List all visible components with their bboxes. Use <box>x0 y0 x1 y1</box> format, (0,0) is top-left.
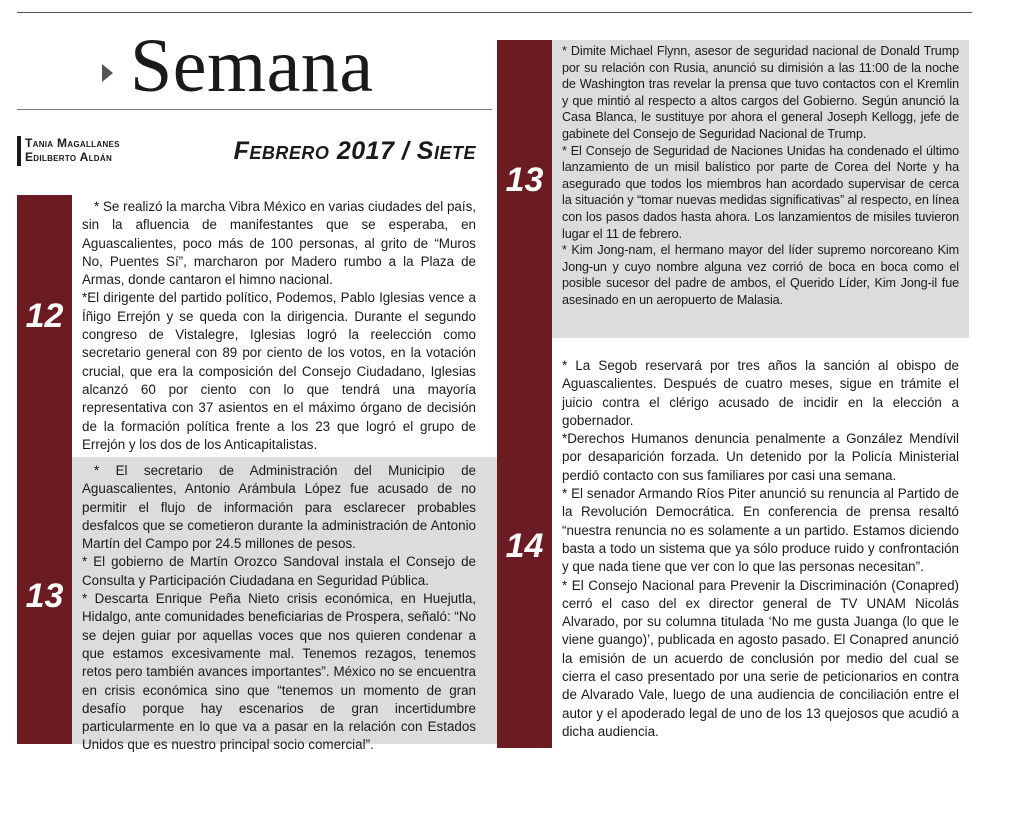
news-item: * El Consejo Nacional para Prevenir la Discriminación (Conapred) cerró el caso del ex director general de TV UNAM Nicolás Alvarado, por su columna titulada ‘No me gusta Juanga (lo que le viene guango)’, publicada en agosto pasado. El Conapred anunció la emisión de un acuerdo de conclusión por medio del cual se cierra el caso presentado por una serie de peticionarios en contra de Alvarado Vale, luego de una audiencia de conciliación entre el autor y el apoderado legal de uno de los 13 quejosos que acudió a dicha audiencia. <box>562 577 959 739</box>
day-bar-14 <box>497 338 552 748</box>
day-number: 13 <box>25 577 64 615</box>
news-item: *El dirigente del partido político, Podemos, Pablo Iglesias vence a Íñigo Errejón y se queda con la dirigencia. Durante el segundo congreso de Vistalegre, Iglesias logró la reelección como secretario general con 89 por ciento de los votos, en la votación crucial, que era la composición del Consejo Ciudadano, Iglesias alcanzó 60 por ciento con lo que tendrá una mayoría representativa con 37 asientos en el máximo órgano de decisión de la formación política frente a los 23 que logró el grupo de Errejón y los dos de los Anticapitalistas. <box>82 290 476 452</box>
day-number: 13 <box>505 161 544 199</box>
day-bar-13-right <box>497 40 552 338</box>
author-name: Edilberto Aldán <box>25 150 113 164</box>
day-number: 14 <box>505 527 544 565</box>
day-bar-13-left <box>17 457 72 744</box>
day-number: 12 <box>25 297 64 335</box>
news-item: * Kim Jong-nam, el hermano mayor del líder supremo norcoreano Kim Jong-un y cuyo nombre alguna vez corrió de boca en boca como el posible sucesor del padre de ambos, el Querido Líder, Kim Jong-il fue asesinado en un aeropuerto de Malasia. <box>562 243 959 307</box>
author-name: Tania Magallanes <box>25 136 120 150</box>
entry-block-day13-left <box>82 462 476 755</box>
entry-block-day12 <box>82 198 476 454</box>
news-item: * El Consejo de Seguridad de Naciones Unidas ha condenado el último lanzamiento de un misil balístico por parte de Corea del Norte y ha asegurado que todos los miembros han acordado supervisar de cerca la situación y “tomar nuevas medidas significativas” al respecto, en línea con los pasos dados hasta ahora. Los lanzamientos de misiles tuvieron lugar el 11 de febrero. <box>562 143 959 241</box>
dateline: Febrero 2017 / Siete <box>233 137 476 165</box>
top-rule <box>17 12 972 13</box>
triangle-bullet-icon <box>102 64 113 82</box>
author-byline <box>17 136 120 166</box>
news-item: * El gobierno de Martín Orozco Sandoval instala el Consejo de Consulta y Participación Ciudadana en Seguridad Pública. <box>82 554 476 588</box>
news-item: * El secretario de Administración del Municipio de Aguascalientes, Antonio Arámbula López fue acusado de no permitir el flujo de información para esclarecer probables desfalcos que se cometieron durante la administración de Antonio Martín del Campo por 24.5 millones de pesos. <box>82 463 476 552</box>
section-title: Semana <box>130 24 374 108</box>
masthead <box>100 24 480 108</box>
news-item: * Descarta Enrique Peña Nieto crisis económica, en Huejutla, Hidalgo, ante comunidades beneficiarias de Prospera, señaló: “No se dejen guiar por aquellas voces que nos quieren condenar a que estamos excesivamente mal. Tenemos rezagos, tenemos retos pero también avances importantes”. México no se encuentra en crisis económica sino que “tenemos un momento de gran desafío porque hay escenarios de gran incertidumbre particularmente en lo que va a pasar en la relación con Estados Unidos que es nuestro principal socio comercial”. <box>82 591 476 753</box>
news-item: * Se realizó la marcha Vibra México en varias ciudades del país, sin la afluencia de manifestantes que se esperaba, en Aguascalientes, poco más de 100 personas, al grito de “Muros No, Puentes Sí”, marcharon por Madero rumbo a la Plaza de Armas, donde cantaron el himno nacional. <box>82 199 476 288</box>
day-bar-12 <box>17 195 72 457</box>
news-item: * Dimite Michael Flynn, asesor de seguridad nacional de Donald Trump por su relación con Rusia, anunció su dimisión a las 11:00 de la noche de Washington tras revelar la prensa que tuvo contactos con el Kremlin y que mintió al respecto a altos cargos del Gobierno. Según anunció la Casa Blanca, le sustituye por ahora el general Joseph Kellogg, jefe de gabinete del Consejo de Seguridad Nacional de Trump. <box>562 44 959 141</box>
news-item: * El senador Armando Ríos Piter anunció su renuncia al Partido de la Revolución Democrática. En conferencia de prensa resaltó “nuestra renuncia no es solamente a un partido. Estamos diciendo basta a todo un sistema que ya sólo produce ruido y confrontación y que nada tiene que ver con lo que las personas necesitan”. <box>562 486 959 575</box>
masthead-rule <box>17 109 492 110</box>
entry-block-day13-right <box>562 43 959 309</box>
news-item: * La Segob reservará por tres años la sanción al obispo de Aguascalientes. Después de cuatro meses, sigue en trámite el juicio contra el clérigo acusado de incidir en la elección a gobernador. <box>562 358 959 428</box>
news-item: *Derechos Humanos denuncia penalmente a González Mendívil por desaparición forzada. Un detenido por la Policía Ministerial perdió contacto con sus familiares por casi una semana. <box>562 431 959 483</box>
entry-block-day14 <box>562 357 959 741</box>
